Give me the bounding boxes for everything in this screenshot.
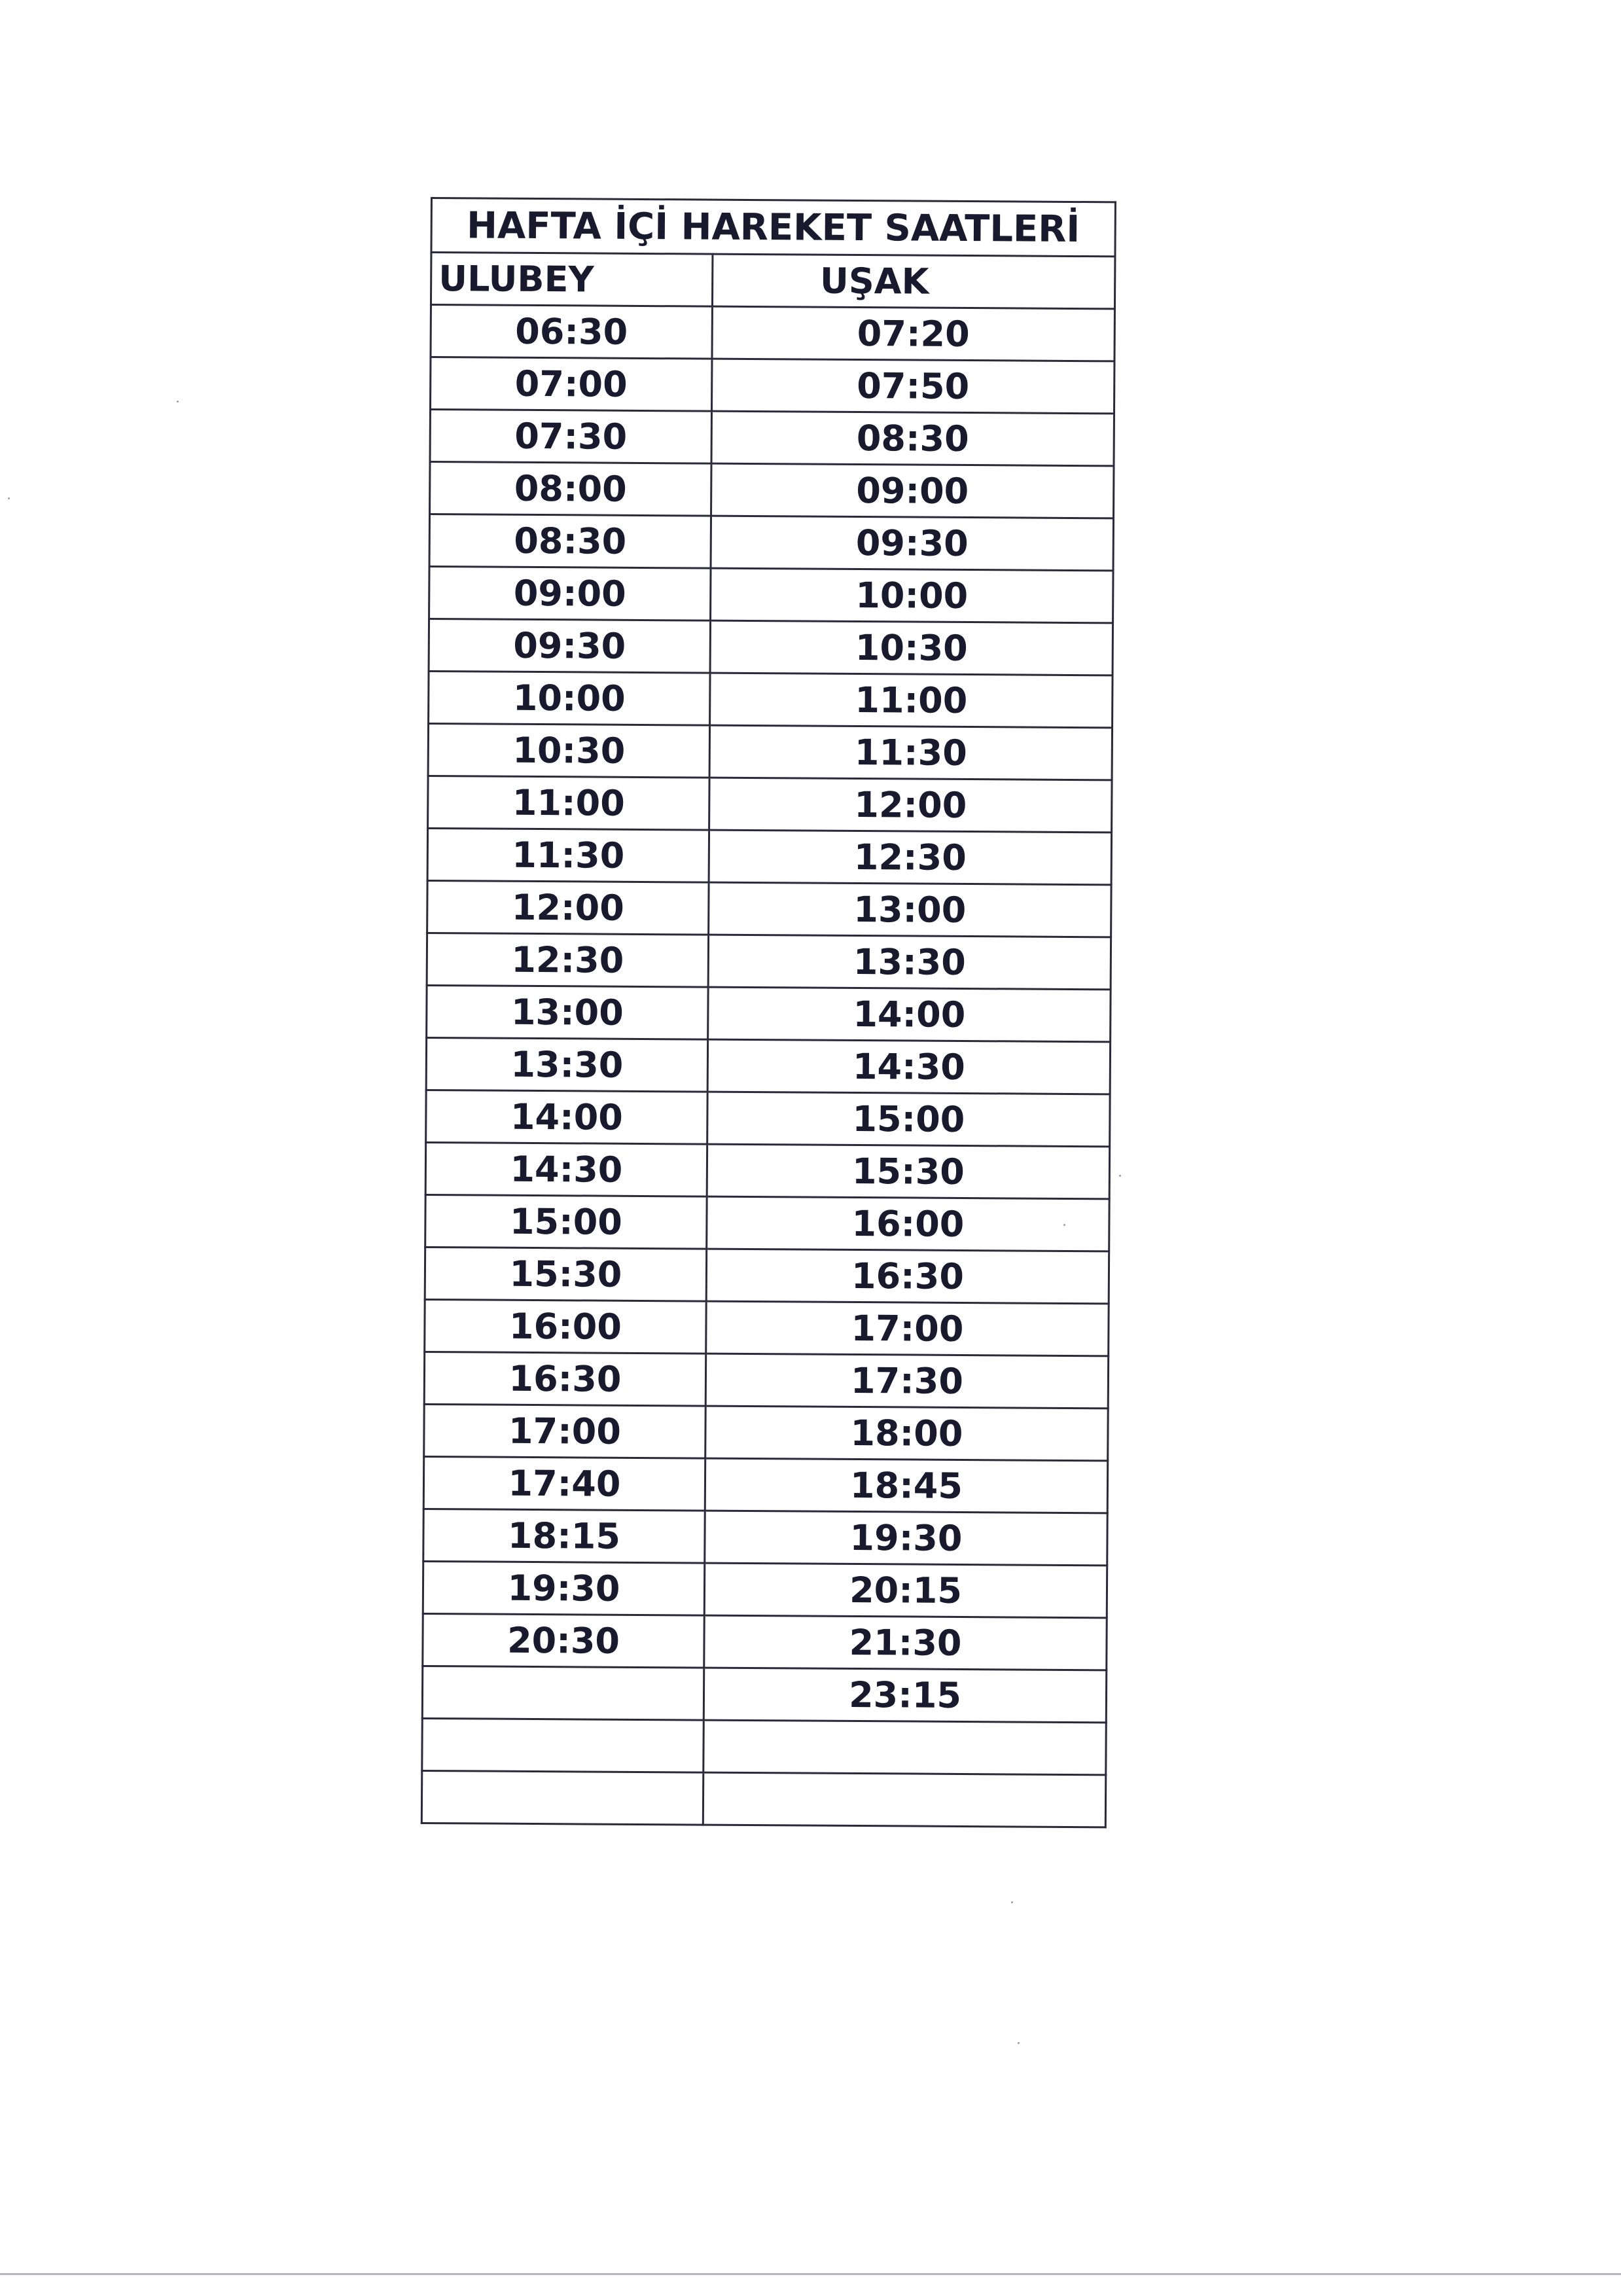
departure-usak: 13:30 xyxy=(708,935,1111,990)
header-row xyxy=(431,253,1114,309)
table-row xyxy=(430,461,1114,518)
table-row xyxy=(429,671,1113,727)
table-title: HAFTA İÇİ HAREKET SAATLERİ xyxy=(431,198,1116,257)
departure-ulubey: 08:00 xyxy=(430,461,711,516)
table-row xyxy=(431,357,1114,413)
departure-usak: 08:30 xyxy=(711,411,1114,466)
departure-usak: 14:00 xyxy=(708,987,1111,1042)
scan-speck xyxy=(177,401,179,403)
departure-usak: 19:30 xyxy=(705,1511,1107,1566)
column-header-usak: UŞAK xyxy=(712,254,1114,309)
schedule-table xyxy=(421,197,1116,1828)
departure-usak: 15:30 xyxy=(707,1144,1109,1199)
table-row xyxy=(425,1247,1109,1303)
departure-usak: 12:00 xyxy=(709,778,1112,833)
departure-ulubey: 20:30 xyxy=(423,1613,704,1668)
scan-speck xyxy=(1063,1224,1065,1226)
table-row xyxy=(425,1142,1109,1198)
table-row xyxy=(423,1509,1107,1565)
departure-ulubey: 19:30 xyxy=(423,1561,704,1615)
departure-usak: 13:00 xyxy=(709,882,1111,937)
scan-speck xyxy=(8,497,10,499)
departure-usak: 21:30 xyxy=(704,1615,1107,1670)
departure-usak: 11:00 xyxy=(710,673,1113,728)
departure-usak: 07:20 xyxy=(712,306,1114,361)
table-row xyxy=(421,1770,1105,1827)
departure-ulubey: 07:30 xyxy=(430,409,711,463)
table-row xyxy=(423,1561,1107,1617)
departure-ulubey: 12:30 xyxy=(427,933,708,987)
departure-usak: 18:00 xyxy=(705,1406,1108,1461)
departure-ulubey: 10:30 xyxy=(428,723,709,778)
departure-usak xyxy=(704,1720,1106,1775)
departure-ulubey: 15:30 xyxy=(425,1247,706,1301)
departure-usak: 14:30 xyxy=(707,1039,1110,1094)
column-header-ulubey: ULUBEY xyxy=(431,253,712,307)
table-row xyxy=(423,1613,1107,1670)
departure-ulubey: 17:00 xyxy=(424,1404,705,1458)
departure-ulubey: 13:30 xyxy=(426,1037,707,1092)
departure-ulubey: 12:00 xyxy=(427,880,709,935)
departure-usak: 09:00 xyxy=(711,463,1114,518)
departure-usak: 17:30 xyxy=(705,1354,1108,1408)
departure-ulubey: 16:00 xyxy=(425,1299,706,1354)
scan-speck xyxy=(1011,1901,1013,1903)
table-row xyxy=(423,1456,1107,1513)
departure-usak xyxy=(703,1772,1105,1827)
scan-speck xyxy=(1018,2042,1020,2044)
table-row xyxy=(424,1352,1108,1408)
departure-ulubey: 13:00 xyxy=(427,985,708,1039)
table-row xyxy=(427,985,1111,1041)
table-row xyxy=(425,1194,1109,1251)
departure-ulubey: 11:00 xyxy=(428,776,709,830)
departure-usak: 16:00 xyxy=(707,1196,1109,1251)
departure-ulubey: 10:00 xyxy=(429,671,710,725)
table-row xyxy=(428,723,1112,780)
table-row xyxy=(429,619,1113,675)
departure-ulubey: 14:30 xyxy=(425,1142,707,1196)
departure-usak: 16:30 xyxy=(706,1249,1109,1304)
table-row xyxy=(427,880,1111,937)
departure-usak: 11:30 xyxy=(709,725,1112,780)
table-row xyxy=(429,566,1113,622)
table-row xyxy=(422,1718,1106,1774)
scan-speck xyxy=(1119,1175,1121,1177)
departure-ulubey: 09:00 xyxy=(429,566,711,620)
departure-ulubey: 17:40 xyxy=(423,1456,705,1511)
departure-usak: 17:00 xyxy=(706,1301,1109,1356)
departure-ulubey: 11:30 xyxy=(427,828,709,882)
departure-usak: 10:00 xyxy=(711,568,1113,623)
departure-ulubey: 08:30 xyxy=(429,514,711,568)
table-row xyxy=(429,514,1113,570)
departure-usak: 15:00 xyxy=(707,1092,1110,1147)
table-row xyxy=(431,305,1114,361)
departure-usak: 18:45 xyxy=(705,1458,1107,1513)
title-row xyxy=(431,198,1116,257)
departure-ulubey xyxy=(421,1770,703,1825)
departure-usak: 12:30 xyxy=(709,830,1111,885)
table-row xyxy=(427,933,1111,989)
departure-usak: 20:15 xyxy=(704,1563,1107,1618)
departure-ulubey: 15:00 xyxy=(425,1194,707,1249)
page-edge-line xyxy=(0,2273,1621,2275)
departure-ulubey: 14:00 xyxy=(426,1090,707,1144)
departure-usak: 09:30 xyxy=(711,516,1113,571)
table-row xyxy=(430,409,1114,465)
table-row xyxy=(426,1037,1110,1094)
departure-usak: 07:50 xyxy=(711,359,1114,414)
table-row xyxy=(422,1666,1106,1722)
table-row xyxy=(427,828,1111,884)
departure-ulubey xyxy=(422,1666,704,1720)
departure-ulubey: 07:00 xyxy=(431,357,712,411)
table-row xyxy=(424,1404,1108,1460)
departure-usak: 23:15 xyxy=(704,1668,1106,1723)
table-row xyxy=(428,776,1112,832)
departure-ulubey: 18:15 xyxy=(423,1509,705,1563)
departure-ulubey xyxy=(422,1718,704,1772)
departure-ulubey: 06:30 xyxy=(431,305,712,359)
table-row xyxy=(426,1090,1110,1146)
departure-usak: 10:30 xyxy=(710,620,1113,675)
departure-ulubey: 16:30 xyxy=(424,1352,705,1406)
table-row xyxy=(425,1299,1109,1355)
departure-ulubey: 09:30 xyxy=(429,619,710,673)
